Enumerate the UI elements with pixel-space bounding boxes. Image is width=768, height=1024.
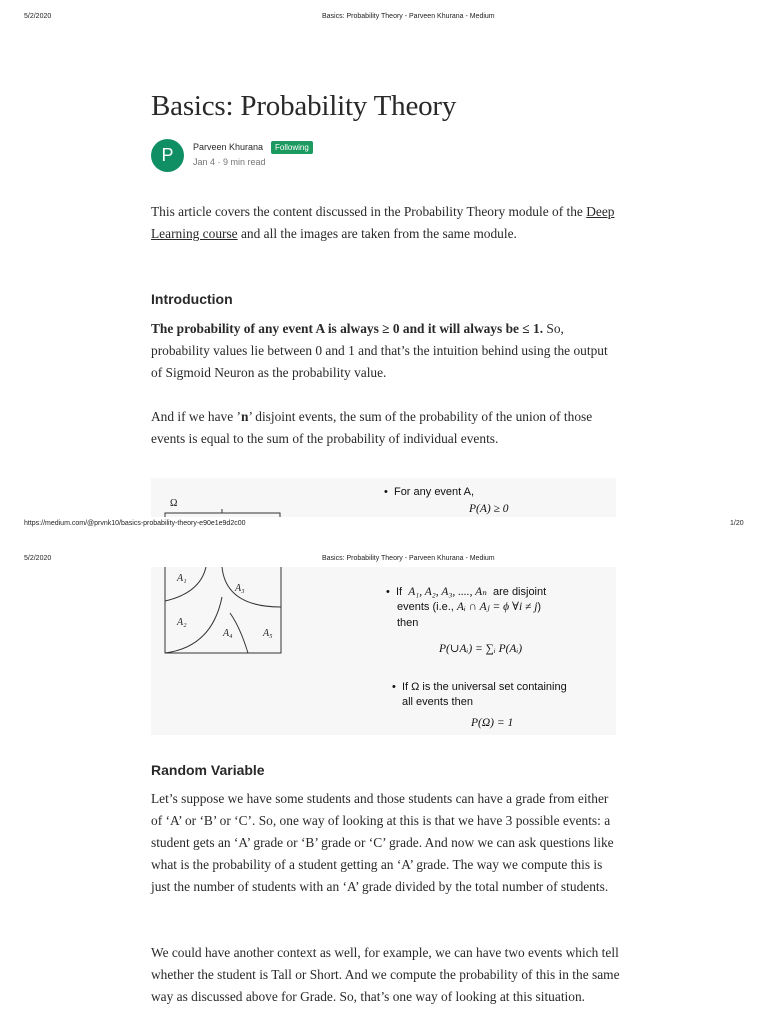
bullet-2-line-2: events (i.e., Aᵢ ∩ Aⱼ = ϕ ∀i ≠ j) [397,601,542,613]
author-name[interactable]: Parveen Khurana [193,142,264,152]
article-title: Basics: Probability Theory [151,90,457,122]
page1-header-date: 5/2/2020 [24,13,52,20]
following-button[interactable]: Following [271,141,313,154]
venn-diagram-top [160,508,285,518]
section-heading-introduction: Introduction [151,291,233,307]
venn-label-a3: A₃ [235,583,245,594]
deep-learning-course-link[interactable]: Deep Learning course [151,204,615,241]
venn-label-a2: A₂ [177,617,187,628]
bullet-1: • For any event A, [384,486,475,498]
bullet-3-line-2: all events then [402,696,473,708]
section-heading-random-variable: Random Variable [151,762,265,778]
introduction-paragraph-1: The probability of any event A is always ≥ 0 and it will always be ≤ 1. So, probability values lie between 0 and 1 and that’s the intuition behind using the output of Sigmoid Neuron as the probability value. [151,321,608,380]
bullet-2-line-3: then [397,617,419,629]
introduction-paragraph-2: And if we have ’n’ disjoint events, the sum of the probability of the union of those events is equal to the sum of the probability of individual events. [151,409,593,446]
bullet-1-formula: P(A) ≥ 0 [469,503,509,515]
page2-header-date: 5/2/2020 [24,555,52,562]
post-meta: Jan 4 · 9 min read [193,157,266,167]
bullet-3-formula: P(Ω) = 1 [471,717,514,729]
page1-footer-url[interactable]: https://medium.com/@prvnk10/basics-probability-theory-e90e1e9d2c00 [24,520,246,527]
venn-label-a4: A₄ [223,628,233,639]
random-variable-paragraph-1: Let’s suppose we have some students and those students can have a grade from either of ‘A’ or ‘B’ or ‘C’. So, one way of looking at this is that we have 3 possible events: a student gets an ‘A’ grade or ‘B’ grade or ‘C’ grade. And now we can ask questions like what is the probability of a student getting an ‘A’ grade. The way we compute this is just the number of students with an ‘A’ grade divided by the total number of students. [151,791,614,894]
page1-footer-page-number: 1/20 [730,520,744,527]
bullet-2-line-1: • If A₁, A₂, A₃, ...., Aₙ are disjoint [386,586,547,598]
bullet-3-line-1: • If Ω is the universal set containing [392,681,567,693]
venn-label-a1: A₁ [177,573,187,584]
random-variable-paragraph-2: We could have another context as well, for example, we can have two events which tell whether the student is Tall or Short. And we compute the probability of this in the same way as discussed above for Grade. So, that’s one way of looking at this situation. [151,945,620,1004]
venn-label-a5: A₅ [263,628,273,639]
avatar[interactable]: P [151,139,184,172]
intro-paragraph: This article covers the content discussed in the Probability Theory module of the Deep Learning course and all the images are taken from the same module. [151,204,615,241]
omega-label: Ω [170,498,178,509]
page2-header-title: Basics: Probability Theory - Parveen Khurana - Medium [322,555,495,562]
bullet-2-formula: P(∪Aᵢ) = ∑ᵢ P(Aᵢ) [439,643,523,655]
page1-header-title: Basics: Probability Theory - Parveen Khurana - Medium [322,13,495,20]
